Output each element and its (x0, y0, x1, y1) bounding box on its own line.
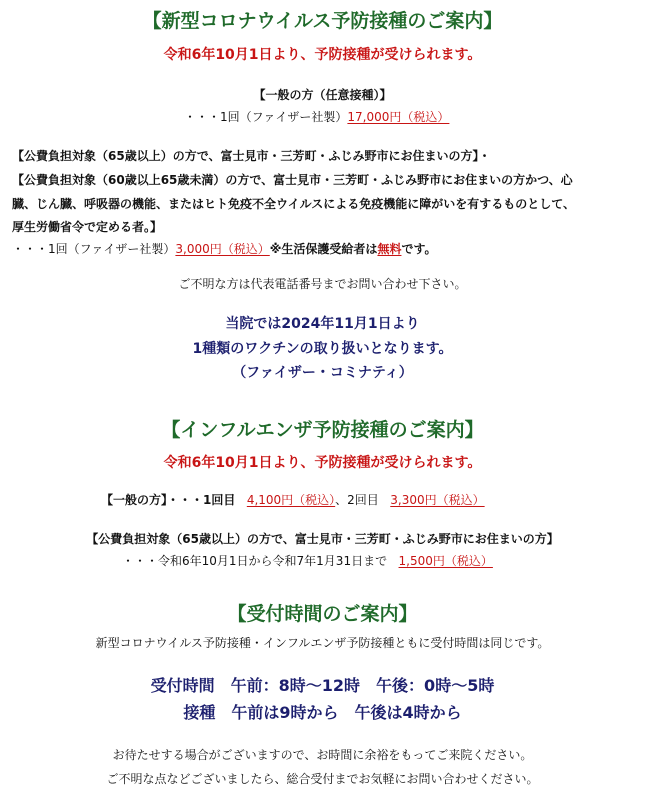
covid-general-prefix: ・・・1回（ファイザー社製） (184, 110, 348, 124)
covid-inquiry-note: ご不明な方は代表電話番号までお問い合わせ下さい。 (178, 277, 467, 291)
covid-public-line-4: 厚生労働省令で定める者。】 (12, 220, 163, 234)
covid-public-price: 3,000円（税込） (175, 242, 270, 256)
covid-title: 【新型コロナウイルス予防接種のご案内】 (142, 10, 503, 32)
influenza-public-period: ・・・令和6年10月1日から令和7年1月31日まで (122, 554, 388, 568)
welfare-note-a: ※生活保護受給者は (269, 242, 378, 256)
covid-public-line-3: 臓、じん臓、呼吸器の機能、またはヒト免疫不全ウイルスによる免疫機能に障がいを有するものとして、 (12, 197, 576, 211)
covid-public-line-1: 【公費負担対象（65歳以上）の方で、富士見市・三芳町・ふじみ野市にお住まいの方】・ (12, 149, 491, 163)
injection-hours: 接種 午前は9時から 午後は4時から (183, 703, 462, 722)
influenza-public-price: 1,500円（税込） (398, 554, 493, 568)
covid-public-prefix: ・・・1回（ファイザー社製） (12, 242, 176, 256)
influenza-dose2-label: 、2回目 (335, 493, 379, 507)
vaccine-notice-line-3: （ファイザー・コミナティ） (232, 365, 413, 381)
influenza-dose2-price: 3,300円（税込） (390, 493, 485, 507)
covid-general-price-line (184, 111, 449, 123)
influenza-general-price-line (101, 494, 485, 506)
covid-general-price: 17,000円（税込） (347, 110, 450, 124)
influenza-title: 【インフルエンザ予防接種のご案内】 (161, 419, 484, 441)
wait-note: お待たせする場合がございますので、お時間に余裕をもってご来院ください。 (112, 748, 533, 762)
influenza-public-heading: 【公費負担対象（65歳以上）の方で、富士見市・三芳町・ふじみ野市にお住まいの方】 (86, 532, 559, 546)
vaccine-notice-line-2: 1種類のワクチンの取り扱いとなります。 (192, 341, 453, 357)
covid-public-price-line (12, 243, 437, 255)
influenza-dose1-price: 4,100円（税込） (246, 493, 336, 507)
welfare-free: 無料 (377, 242, 402, 256)
reception-common-note: 新型コロナウイルス予防接種・インフルエンザ予防接種ともに受付時間は同じです。 (95, 636, 550, 650)
covid-start-date: 令和6年10月1日より、予防接種が受けられます。 (163, 47, 482, 63)
reception-title: 【受付時間のご案内】 (227, 603, 418, 625)
covid-general-heading: 【一般の方（任意接種）】 (253, 88, 392, 102)
covid-public-line-2: 【公費負担対象（60歳以上65歳未満）の方で、富士見市・三芳町・ふじみ野市にお住まいの方かつ、心 (12, 173, 573, 187)
vaccine-notice-line-1: 当院では2024年11月1日より (225, 316, 420, 332)
influenza-start-date: 令和6年10月1日より、予防接種が受けられます。 (163, 455, 482, 471)
influenza-general-label: 【一般の方】・・・1回目 (101, 493, 236, 507)
reception-hours: 受付時間 午前：8時〜12時 午後：0時〜5時 (150, 676, 495, 695)
influenza-public-price-line (122, 555, 493, 567)
contact-note: ご不明な点などございましたら、総合受付までお気軽にお問い合わせください。 (106, 772, 539, 786)
welfare-note-b: です。 (401, 242, 437, 256)
